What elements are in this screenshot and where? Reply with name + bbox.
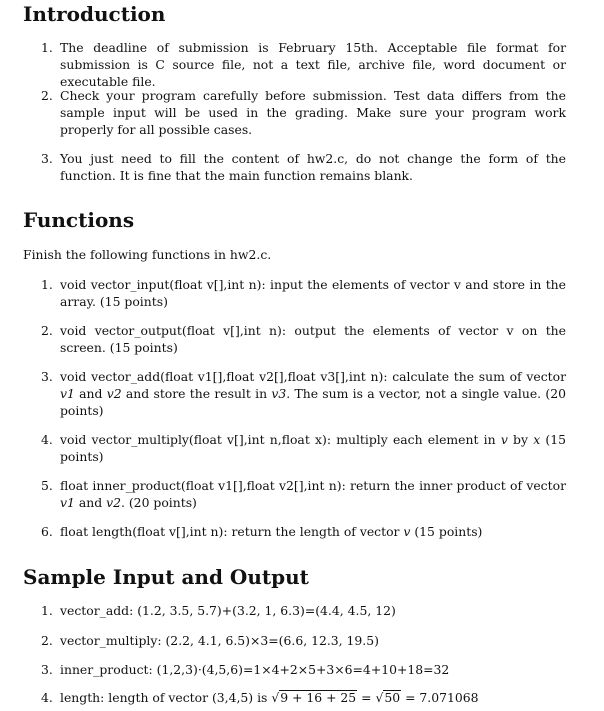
math-v: v <box>403 524 411 539</box>
intro-item-1 <box>41 39 566 90</box>
function-item-5 <box>41 477 566 511</box>
sample-item-text: vector_add: (1.2, 3.5, 5.7)+(3.2, 1, 6.3)=(4.4, 4.5, 12) <box>60 603 396 618</box>
sample-heading: Sample Input and Output <box>23 565 309 589</box>
function-item-2 <box>41 322 566 356</box>
introduction-heading: Introduction <box>23 2 166 26</box>
list-number: 1. <box>41 603 53 618</box>
list-number: 3. <box>41 369 53 384</box>
intro-item-3 <box>41 150 566 184</box>
list-number: 2. <box>41 323 53 338</box>
sample-item-3 <box>41 661 566 678</box>
sample-item-text: vector_multiply: (2.2, 4.1, 6.5)×3=(6.6, 12.3, 19.5) <box>60 633 379 648</box>
math-v: v <box>500 432 508 447</box>
list-number: 4. <box>41 432 53 447</box>
list-number: 3. <box>41 151 53 166</box>
list-number: 2. <box>41 633 53 648</box>
math-v1: v1 <box>60 495 75 510</box>
intro-item-text: The deadline of submission is February 15th. Acceptable file format for submission is C source file, not a text file, archive file, word document or executable file. <box>60 40 566 89</box>
function-item-4 <box>41 431 566 465</box>
function-item-text: void vector_add(float v1[],float v2[],float v3[],int n): calculate the sum of vector v1 and v2 and store the result in v3. The sum is a vector, not a single value. (20 points) <box>60 369 566 418</box>
sample-item-1 <box>41 602 566 619</box>
list-number: 4. <box>41 690 53 705</box>
list-number: 2. <box>41 88 53 103</box>
function-item-1 <box>41 276 566 310</box>
intro-item-2 <box>41 87 566 138</box>
list-number: 6. <box>41 524 53 539</box>
sqrt-sign: √ <box>271 690 280 705</box>
intro-item-text: Check your program carefully before submission. Test data differs from the sample input will be used in the grading. Make sure your program work properly for all possible cases. <box>60 88 566 137</box>
math-x: x <box>533 432 541 447</box>
math-v1: v1 <box>60 386 75 401</box>
math-v2: v2 <box>106 495 121 510</box>
sample-item-4 <box>41 689 566 706</box>
list-number: 3. <box>41 662 53 677</box>
function-item-6 <box>41 523 566 540</box>
function-item-text: void vector_multiply(float v[],int n,float x): multiply each element in v by x (15 points) <box>60 432 566 464</box>
list-number: 1. <box>41 277 53 292</box>
list-number: 5. <box>41 478 53 493</box>
function-item-text: void vector_output(float v[],int n): output the elements of vector v on the screen. (15 points) <box>60 323 566 355</box>
sample-item-text: length: length of vector (3,4,5) is √9 + 16 + 25 = √50 = 7.071068 <box>60 690 479 705</box>
math-v2: v2 <box>106 386 122 401</box>
sqrt-sign: √ <box>375 690 384 705</box>
function-item-text: float length(float v[],int n): return the length of vector v (15 points) <box>60 524 483 539</box>
function-item-3 <box>41 368 566 419</box>
radicand: 9 + 16 + 25 <box>280 690 357 705</box>
sample-item-text: inner_product: (1,2,3)·(4,5,6)=1×4+2×5+3×6=4+10+18=32 <box>60 662 450 677</box>
sample-item-2 <box>41 632 566 649</box>
functions-heading: Functions <box>23 208 135 232</box>
intro-item-text: You just need to fill the content of hw2.c, do not change the form of the function. It is fine that the main function remains blank. <box>60 151 566 183</box>
function-item-text: void vector_input(float v[],int n): input the elements of vector v and store in the array. (15 points) <box>60 277 566 309</box>
list-number: 1. <box>41 40 53 55</box>
radicand: 50 <box>384 690 401 705</box>
math-v3: v3 <box>271 386 287 401</box>
functions-intro: Finish the following functions in hw2.c. <box>23 247 272 262</box>
function-item-text: float inner_product(float v1[],float v2[],int n): return the inner product of vector v1 and v2. (20 points) <box>60 478 566 510</box>
